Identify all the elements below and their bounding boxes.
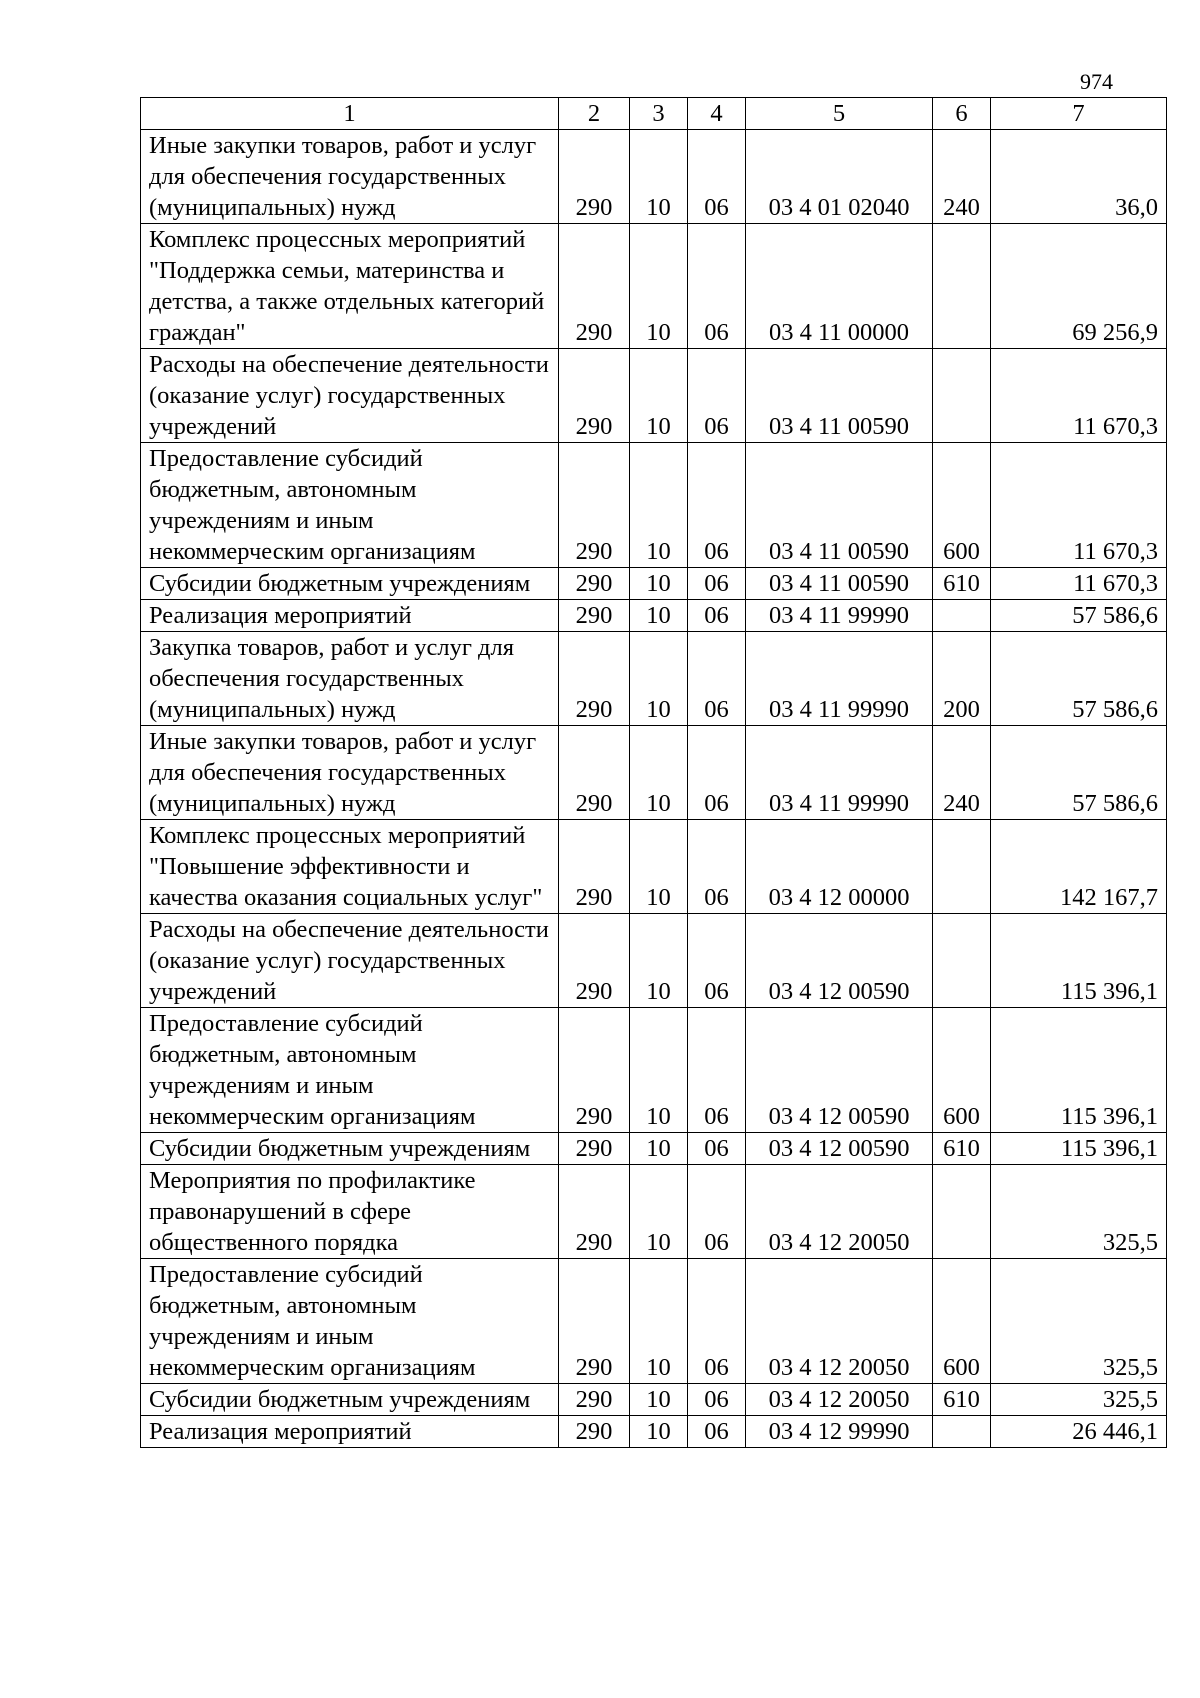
row-name: Субсидии бюджетным учреждениям [141, 568, 559, 600]
row-target-article-code: 03 4 12 20050 [746, 1165, 933, 1259]
row-expense-type-code: 610 [933, 1133, 991, 1165]
row-section-code: 10 [630, 1259, 688, 1384]
table-row [141, 726, 1167, 820]
row-ministry-code: 290 [559, 1008, 630, 1133]
row-ministry-code: 290 [559, 130, 630, 224]
row-section-code: 10 [630, 820, 688, 914]
row-expense-type-code: 240 [933, 130, 991, 224]
table-body [141, 130, 1167, 1448]
row-expense-type-code [933, 349, 991, 443]
table-row [141, 600, 1167, 632]
row-expense-type-code: 240 [933, 726, 991, 820]
row-amount: 57 586,6 [991, 726, 1167, 820]
header-row [141, 98, 1167, 130]
row-subsection-code: 06 [688, 632, 746, 726]
row-subsection-code: 06 [688, 568, 746, 600]
header-col-5: 5 [746, 98, 933, 130]
row-amount: 11 670,3 [991, 568, 1167, 600]
row-subsection-code: 06 [688, 1008, 746, 1133]
row-subsection-code: 06 [688, 1259, 746, 1384]
row-expense-type-code [933, 1416, 991, 1448]
table-row [141, 1008, 1167, 1133]
row-amount: 115 396,1 [991, 1133, 1167, 1165]
row-subsection-code: 06 [688, 130, 746, 224]
row-subsection-code: 06 [688, 349, 746, 443]
row-ministry-code: 290 [559, 726, 630, 820]
row-ministry-code: 290 [559, 224, 630, 349]
row-section-code: 10 [630, 1008, 688, 1133]
row-name: Закупка товаров, работ и услуг для обеспечения государственных (муниципальных) нужд [141, 632, 559, 726]
row-section-code: 10 [630, 1133, 688, 1165]
row-target-article-code: 03 4 12 00000 [746, 820, 933, 914]
row-amount: 26 446,1 [991, 1416, 1167, 1448]
row-ministry-code: 290 [559, 1384, 630, 1416]
table-row [141, 1259, 1167, 1384]
row-section-code: 10 [630, 349, 688, 443]
row-target-article-code: 03 4 12 20050 [746, 1259, 933, 1384]
row-expense-type-code [933, 914, 991, 1008]
row-subsection-code: 06 [688, 600, 746, 632]
row-amount: 69 256,9 [991, 224, 1167, 349]
row-target-article-code: 03 4 11 00590 [746, 443, 933, 568]
row-amount: 36,0 [991, 130, 1167, 224]
header-col-2: 2 [559, 98, 630, 130]
row-section-code: 10 [630, 130, 688, 224]
row-target-article-code: 03 4 11 00590 [746, 349, 933, 443]
row-expense-type-code: 600 [933, 443, 991, 568]
row-ministry-code: 290 [559, 443, 630, 568]
row-expense-type-code: 200 [933, 632, 991, 726]
row-section-code: 10 [630, 914, 688, 1008]
row-name: Иные закупки товаров, работ и услуг для обеспечения государственных (муниципальных) нужд [141, 726, 559, 820]
row-section-code: 10 [630, 443, 688, 568]
row-ministry-code: 290 [559, 1259, 630, 1384]
header-col-7: 7 [991, 98, 1167, 130]
row-amount: 325,5 [991, 1384, 1167, 1416]
row-target-article-code: 03 4 11 00000 [746, 224, 933, 349]
table-row [141, 130, 1167, 224]
header-col-6: 6 [933, 98, 991, 130]
row-subsection-code: 06 [688, 1165, 746, 1259]
table-row [141, 224, 1167, 349]
header-col-3: 3 [630, 98, 688, 130]
row-target-article-code: 03 4 01 02040 [746, 130, 933, 224]
row-target-article-code: 03 4 12 00590 [746, 1133, 933, 1165]
page-number: 974 [1080, 69, 1113, 94]
row-ministry-code: 290 [559, 1133, 630, 1165]
row-section-code: 10 [630, 600, 688, 632]
row-expense-type-code [933, 224, 991, 349]
row-name: Расходы на обеспечение деятельности (оказание услуг) государственных учреждений [141, 349, 559, 443]
row-name: Субсидии бюджетным учреждениям [141, 1133, 559, 1165]
row-ministry-code: 290 [559, 568, 630, 600]
row-amount: 115 396,1 [991, 1008, 1167, 1133]
table-row [141, 1165, 1167, 1259]
row-ministry-code: 290 [559, 632, 630, 726]
row-name: Предоставление субсидий бюджетным, автономным учреждениям и иным некоммерческим организациям [141, 1008, 559, 1133]
row-ministry-code: 290 [559, 820, 630, 914]
row-target-article-code: 03 4 12 00590 [746, 914, 933, 1008]
row-amount: 57 586,6 [991, 600, 1167, 632]
row-expense-type-code: 610 [933, 568, 991, 600]
row-expense-type-code: 600 [933, 1259, 991, 1384]
row-target-article-code: 03 4 12 20050 [746, 1384, 933, 1416]
row-expense-type-code [933, 600, 991, 632]
row-name: Комплекс процессных мероприятий "Поддержка семьи, материнства и детства, а также отдельных категорий граждан" [141, 224, 559, 349]
header-col-4: 4 [688, 98, 746, 130]
table-row [141, 632, 1167, 726]
table-row [141, 820, 1167, 914]
row-name: Реализация мероприятий [141, 1416, 559, 1448]
row-subsection-code: 06 [688, 443, 746, 568]
row-section-code: 10 [630, 1384, 688, 1416]
row-ministry-code: 290 [559, 349, 630, 443]
table-row [141, 1384, 1167, 1416]
row-name: Предоставление субсидий бюджетным, автономным учреждениям и иным некоммерческим организациям [141, 1259, 559, 1384]
header-col-1: 1 [141, 98, 559, 130]
row-name: Реализация мероприятий [141, 600, 559, 632]
row-target-article-code: 03 4 11 99990 [746, 726, 933, 820]
table-row [141, 568, 1167, 600]
row-subsection-code: 06 [688, 726, 746, 820]
row-target-article-code: 03 4 12 99990 [746, 1416, 933, 1448]
row-name: Иные закупки товаров, работ и услуг для обеспечения государственных (муниципальных) нужд [141, 130, 559, 224]
row-name: Комплекс процессных мероприятий "Повышение эффективности и качества оказания социальных услуг" [141, 820, 559, 914]
row-name: Субсидии бюджетным учреждениям [141, 1384, 559, 1416]
row-amount: 11 670,3 [991, 349, 1167, 443]
row-amount: 142 167,7 [991, 820, 1167, 914]
row-name: Расходы на обеспечение деятельности (оказание услуг) государственных учреждений [141, 914, 559, 1008]
row-section-code: 10 [630, 224, 688, 349]
table-row [141, 1133, 1167, 1165]
row-section-code: 10 [630, 726, 688, 820]
row-amount: 325,5 [991, 1165, 1167, 1259]
row-expense-type-code: 600 [933, 1008, 991, 1133]
row-name: Мероприятия по профилактике правонарушений в сфере общественного порядка [141, 1165, 559, 1259]
row-expense-type-code [933, 820, 991, 914]
row-amount: 325,5 [991, 1259, 1167, 1384]
row-subsection-code: 06 [688, 820, 746, 914]
row-section-code: 10 [630, 568, 688, 600]
row-target-article-code: 03 4 11 00590 [746, 568, 933, 600]
row-subsection-code: 06 [688, 1384, 746, 1416]
table-row [141, 349, 1167, 443]
table-row [141, 914, 1167, 1008]
row-amount: 57 586,6 [991, 632, 1167, 726]
row-ministry-code: 290 [559, 1416, 630, 1448]
row-amount: 115 396,1 [991, 914, 1167, 1008]
row-target-article-code: 03 4 11 99990 [746, 600, 933, 632]
row-ministry-code: 290 [559, 914, 630, 1008]
table-row [141, 443, 1167, 568]
row-expense-type-code [933, 1165, 991, 1259]
row-target-article-code: 03 4 11 99990 [746, 632, 933, 726]
row-subsection-code: 06 [688, 1133, 746, 1165]
row-section-code: 10 [630, 632, 688, 726]
row-expense-type-code: 610 [933, 1384, 991, 1416]
table-row [141, 1416, 1167, 1448]
row-subsection-code: 06 [688, 914, 746, 1008]
row-name: Предоставление субсидий бюджетным, автономным учреждениям и иным некоммерческим организациям [141, 443, 559, 568]
row-subsection-code: 06 [688, 224, 746, 349]
row-target-article-code: 03 4 12 00590 [746, 1008, 933, 1133]
row-ministry-code: 290 [559, 1165, 630, 1259]
row-ministry-code: 290 [559, 600, 630, 632]
row-section-code: 10 [630, 1416, 688, 1448]
row-subsection-code: 06 [688, 1416, 746, 1448]
row-section-code: 10 [630, 1165, 688, 1259]
row-amount: 11 670,3 [991, 443, 1167, 568]
budget-table [140, 97, 1167, 1448]
